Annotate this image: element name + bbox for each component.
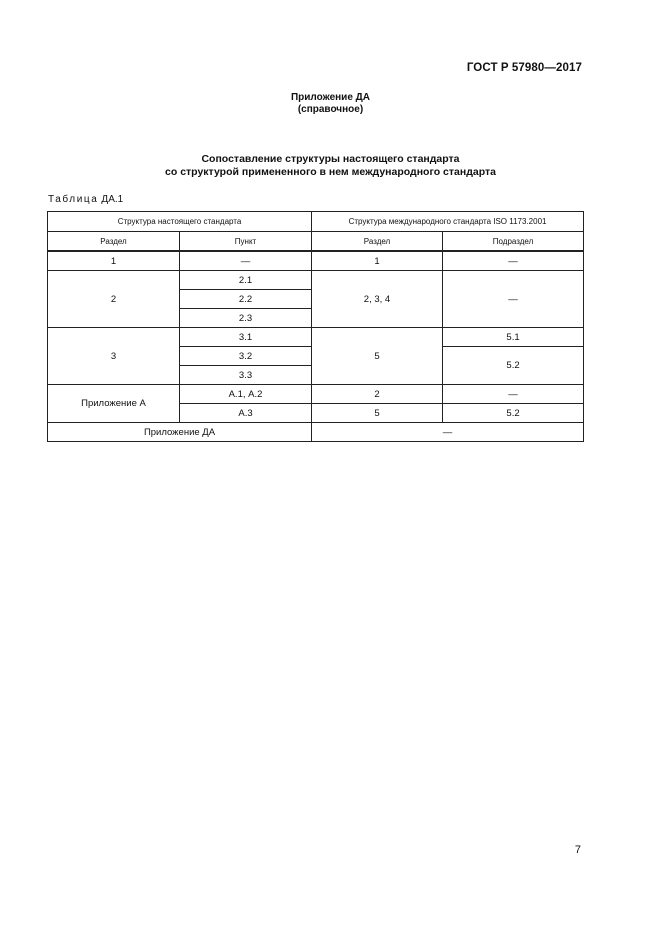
table-cell: Приложение А [48,385,180,423]
table-cell: Приложение ДА [48,423,312,442]
annex-subtitle: (справочное) [297,104,364,115]
heading-line-2: со структурой примененного в нем международного стандарта [165,166,496,178]
table-cell: — [443,385,584,404]
group-header-iso: Структура международного стандарта ISO 1173.2001 [312,212,584,232]
table-caption-id: ДА.1 [101,194,124,205]
table-cell: 2, 3, 4 [312,271,443,328]
table-group-header-row [48,212,584,232]
column-header: Пункт [180,232,312,252]
table-cell: 3.1 [180,328,312,347]
table-cell: А.1, А.2 [180,385,312,404]
table-cell: 5.2 [443,404,584,423]
table-cell: — [312,423,584,442]
page-number: 7 [574,844,581,856]
table-row [48,271,584,290]
annex-title: Приложение ДА [290,92,371,103]
table-row [48,251,584,271]
document-code: ГОСТ Р 57980—2017 [466,62,582,74]
table-cell: А.3 [180,404,312,423]
table-cell: 1 [312,251,443,271]
table-cell: — [180,251,312,271]
table-cell: 1 [48,251,180,271]
group-header-national: Структура настоящего стандарта [48,212,312,232]
comparison-table [47,211,584,442]
table-cell: — [443,251,584,271]
table-cell: 5 [312,404,443,423]
column-header: Подраздел [443,232,584,252]
table-cell: 5.1 [443,328,584,347]
table-cell: 2.2 [180,290,312,309]
column-header: Раздел [48,232,180,252]
table-caption [48,194,123,205]
heading-line-1: Сопоставление структуры настоящего стандарта [201,153,460,165]
table-row [48,423,584,442]
table-cell: 2.1 [180,271,312,290]
table-cell: 3 [48,328,180,385]
column-header: Раздел [312,232,443,252]
table-cell: 3.3 [180,366,312,385]
table-cell: — [443,271,584,328]
annex-heading [0,92,661,116]
table-cell: 2.3 [180,309,312,328]
table-cell: 5 [312,328,443,385]
table-cell: 2 [48,271,180,328]
table-column-header-row [48,232,584,252]
table-cell: 3.2 [180,347,312,366]
table-row [48,328,584,347]
table-caption-word: Таблица [48,194,99,205]
table-cell: 2 [312,385,443,404]
section-heading [0,153,661,179]
table-cell: 5.2 [443,347,584,385]
table-row [48,385,584,404]
